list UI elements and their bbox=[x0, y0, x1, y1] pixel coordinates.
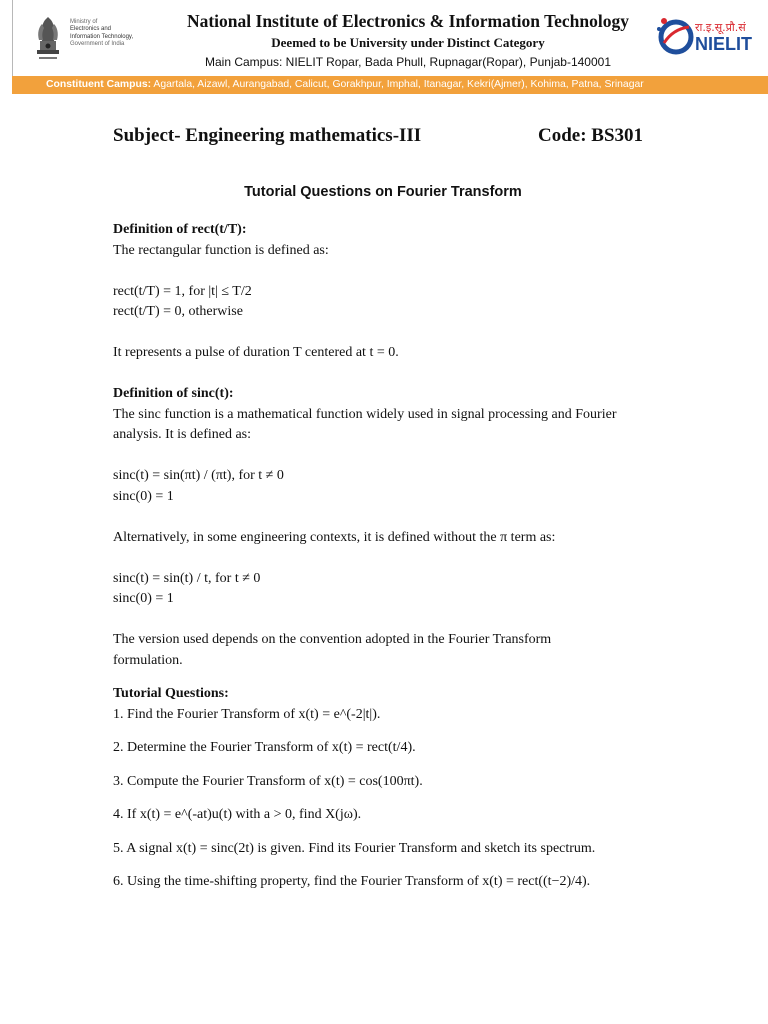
main-campus-address: Main Campus: NIELIT Ropar, Bada Phull, Rupnagar(Ropar), Punjab-140001 bbox=[204, 55, 611, 69]
tutorial-question: 5. A signal x(t) = sinc(2t) is given. Find its Fourier Transform and sketch its spectrum. bbox=[113, 840, 596, 856]
sinc-alt-definition-line: sinc(0) = 1 bbox=[113, 591, 174, 606]
ministry-line: Government of India bbox=[70, 41, 125, 48]
rect-definition-line: rect(t/T) = 1, for |t| ≤ T/2 bbox=[113, 283, 252, 299]
campus-list: Agartala, Aizawl, Aurangabad, Calicut, Gorakhpur, Imphal, Itanagar, Kekri(Ajmer), Kohima, Patna, Srinagar bbox=[153, 79, 644, 90]
nielit-logo bbox=[655, 10, 767, 58]
ministry-line: Electronics and bbox=[70, 26, 112, 33]
sinc-intro: The sinc function is a mathematical function widely used in signal processing and Fourier bbox=[113, 406, 617, 422]
rect-definition-line: rect(t/T) = 0, otherwise bbox=[113, 304, 243, 319]
deemed-university-line: Deemed to be University under Distinct Category bbox=[271, 35, 545, 50]
sinc-definition-line: sinc(0) = 1 bbox=[113, 488, 174, 504]
ministry-line: Ministry of bbox=[70, 19, 98, 25]
ministry-text bbox=[70, 19, 180, 49]
tutorial-question: 4. If x(t) = e^(-at)u(t) with a > 0, find X(jω). bbox=[113, 807, 362, 822]
tutorial-question: 3. Compute the Fourier Transform of x(t) = cos(100πt). bbox=[113, 773, 423, 789]
rect-heading: Definition of rect(t/T): bbox=[113, 222, 247, 237]
tutorial-heading: Tutorial Questions: bbox=[113, 686, 229, 701]
sinc-intro: analysis. It is defined as: bbox=[113, 427, 252, 442]
rect-note: It represents a pulse of duration T centered at t = 0. bbox=[113, 345, 399, 360]
logo-nielit-text: NIELIT bbox=[695, 34, 752, 54]
document-body bbox=[113, 220, 673, 893]
globe-icon bbox=[657, 18, 691, 52]
logo-hindi-text: रा.इ.सू.प्रौ.सं bbox=[695, 21, 746, 34]
constituent-campus-bar bbox=[12, 76, 768, 94]
campus-label: Constituent Campus: bbox=[46, 79, 152, 90]
institute-name: National Institute of Electronics & Information Technology bbox=[186, 11, 630, 31]
sinc-version-note: formulation. bbox=[113, 652, 183, 668]
subject-row bbox=[113, 125, 673, 147]
subject-text: Subject- Engineering mathematics-III bbox=[113, 125, 422, 146]
tutorial-question: 1. Find the Fourier Transform of x(t) = e^(-2|t|). bbox=[113, 706, 381, 722]
tutorial-question: 2. Determine the Fourier Transform of x(t) = rect(t/4). bbox=[113, 740, 416, 755]
sinc-alt-definition-line: sinc(t) = sin(t) / t, for t ≠ 0 bbox=[113, 570, 261, 586]
subject-code: Code: BS301 bbox=[538, 125, 644, 146]
document-title: Tutorial Questions on Fourier Transform bbox=[244, 184, 522, 200]
sinc-alternative: Alternatively, in some engineering contexts, it is defined without the π term as: bbox=[113, 529, 556, 545]
ministry-line: Information Technology, bbox=[70, 33, 134, 40]
tutorial-question: 6. Using the time-shifting property, find the Fourier Transform of x(t) = rect((t−2)/4). bbox=[113, 874, 591, 889]
sinc-version-note: The version used depends on the convention adopted in the Fourier Transform bbox=[113, 632, 552, 647]
sinc-definition-line: sinc(t) = sin(πt) / (πt), for t ≠ 0 bbox=[113, 468, 284, 483]
national-emblem-icon bbox=[33, 10, 63, 64]
sinc-heading: Definition of sinc(t): bbox=[113, 386, 234, 401]
rect-intro: The rectangular function is defined as: bbox=[113, 242, 329, 258]
